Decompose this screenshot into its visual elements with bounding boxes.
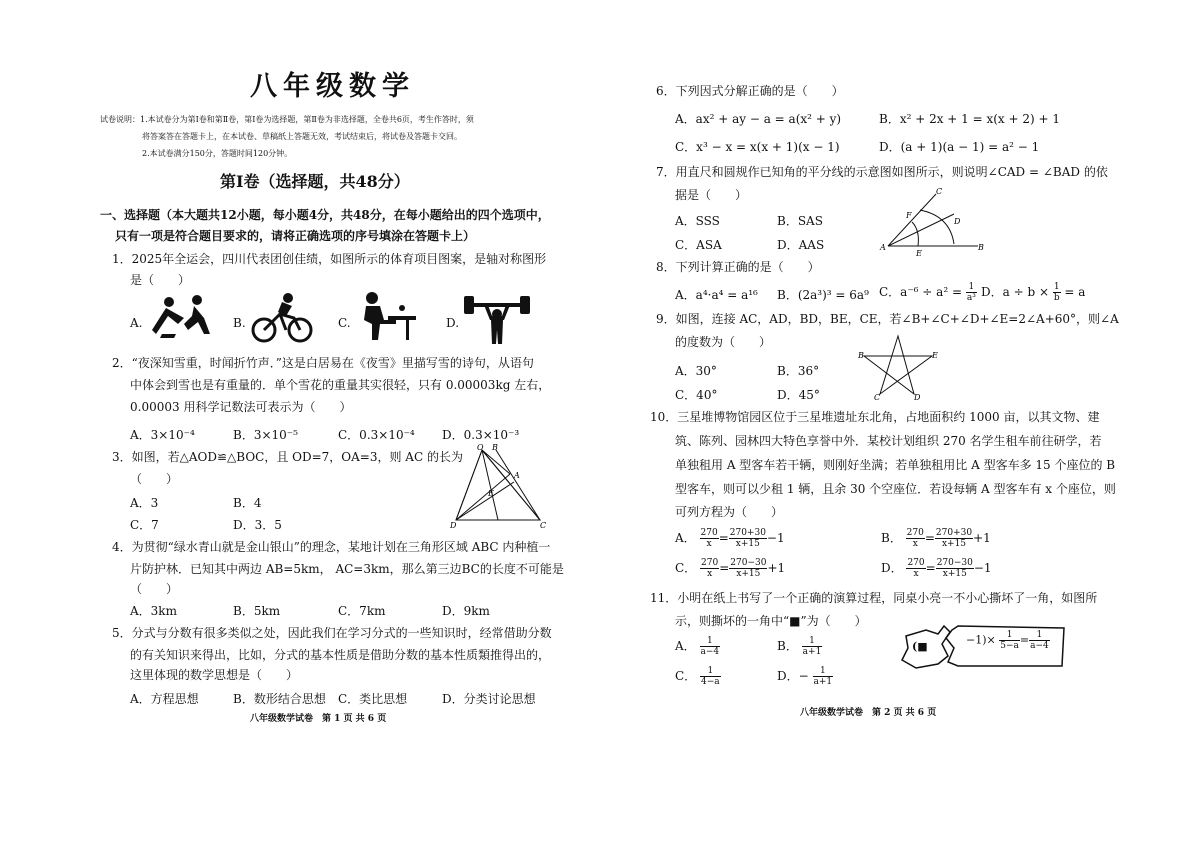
q5-option-c: C．类比思想 [338, 692, 408, 706]
q4-line-1: 4．为贯彻“绿水青山就是金山银山”的理念，某地计划在三角形区域 ABC 内种植一 [112, 540, 551, 554]
q6-option-a: A．ax² + ay − a = a(x² + y) [675, 112, 842, 126]
page-title: 八年级数学 [250, 71, 415, 102]
q8-line-1: 8．下列计算正确的是（ ） [656, 260, 820, 274]
cycling-icon [252, 292, 314, 346]
q9-line-2: 的度数为（ ） [675, 335, 772, 349]
q10-a-r-num: 270+30 [729, 528, 766, 538]
q11-b-label: B． [777, 639, 798, 653]
q4-option-c: C．7km [338, 604, 386, 618]
q10-a-label: A． [675, 531, 696, 545]
q11-option-b [777, 636, 822, 657]
q11-line-1: 11．小明在纸上书写了一个正确的演算过程，同桌小亮一不小心撕坏了一角，如图所 [650, 591, 1098, 605]
q5-option-b: B．数形结合思想 [233, 692, 326, 706]
torn-eq: = [1019, 633, 1030, 647]
torn-f1-num: 1 [999, 630, 1020, 641]
q5-line-3: 这里体现的数学思想是（ ） [130, 668, 299, 682]
q9-label-e: E [932, 351, 938, 360]
instruction-line-2: 只有一项是符合题目要求的，请将正确选项的序号填涂在答题卡上） [115, 229, 476, 243]
q11-d-num: 1 [813, 666, 834, 677]
q10-b-l-den: x [912, 539, 918, 549]
q11-option-c [675, 666, 721, 687]
q11-a-label: A． [675, 639, 696, 653]
q10-c-r-den: x+15 [736, 569, 761, 579]
q10-c-l-den: x [707, 569, 713, 579]
q10-line-5: 可列方程为（ ） [675, 505, 784, 519]
q10-c-l-num: 270 [701, 558, 719, 568]
q7-line-1: 7．用直尺和圆规作已知角的平分线的示意图如图所示，则说明∠CAD = ∠BAD 的依 [656, 165, 1108, 179]
q10-c-label: C． [675, 561, 697, 575]
q5-line-2: 的有关知识来得出，比如，分式的基本性质是借助分数的基本性质類推得出的， [130, 648, 551, 662]
q8-option-d-fraction [1053, 282, 1061, 303]
weightlifting-icon [464, 290, 530, 346]
q1-option-b: B. [233, 316, 246, 330]
q11-c-label: C． [675, 669, 697, 683]
q10-c-r-num: 270−30 [730, 558, 767, 568]
torn-f2-den: a−4 [1030, 641, 1049, 651]
q2-line-3: 0.00003 用科学记数法可表示为（ ） [130, 400, 352, 414]
note-line-1: 试卷说明：1.本试卷分为第Ⅰ卷和第Ⅱ卷，第Ⅰ卷为选择题，第Ⅱ卷为非选择题，全卷共6页，考生作答时，须 [100, 115, 474, 124]
q11-c-den: 4−a [701, 677, 720, 687]
q3-option-d: D．3．5 [233, 518, 282, 532]
q11-c-num: 1 [700, 666, 721, 677]
q8-d-num: 1 [1053, 282, 1060, 292]
q8-option-c [879, 282, 977, 303]
q11-d-den: a+1 [813, 677, 833, 687]
q10-option-c: C． $\frac{270}{x}$ = $\frac{270-30}{x+15}$ +1 [675, 558, 786, 579]
q10-line-1: 10．三星堆博物馆园区位于三星堆遗址东北角，占地面积约 1000 亩，以其文物、建 [650, 410, 1100, 424]
q2-line-1: 2．“夜深知雪重，时闻折竹声．”这是白居易在《夜雪》里描写雪的诗句，从语句 [112, 356, 534, 370]
q7-option-a: A．SSS [675, 214, 720, 228]
q5-option-a: A．方程思想 [130, 692, 199, 706]
q2-option-d: D．0.3×10⁻³ [442, 428, 520, 442]
torn-formula-mid: −1)× [966, 633, 996, 647]
q9-label-b: B [858, 351, 864, 360]
q3-line-2: （ ） [130, 472, 179, 486]
q3-label-a: A [514, 471, 520, 480]
q9-option-b: B．36° [777, 364, 820, 378]
q10-d-r-num: 270−30 [936, 558, 973, 568]
q7-option-d: D．AAS [777, 238, 825, 252]
q9-option-d: D．45° [777, 388, 820, 402]
q5-option-d: D．分类讨论思想 [442, 692, 536, 706]
q8-c-den: a³ [966, 293, 976, 303]
q7-line-2: 据是（ ） [675, 188, 748, 202]
q8-option-d [981, 282, 1085, 303]
q3-label-b: B [492, 443, 498, 452]
q5-line-1: 5．分式与分数有很多类似之处，因此我们在学习分式的一些知识时，经常借助分数 [112, 626, 552, 640]
q1-option-a: A. [130, 316, 143, 330]
q10-d-r-den: x+15 [942, 569, 967, 579]
note-line-2: 将答案答在答题卡上，在本试卷、草稿纸上答题无效，考试结束后，将试卷及答题卡交回。 [142, 132, 462, 141]
q4-option-b: B．5km [233, 604, 281, 618]
q9-option-c: C．40° [675, 388, 718, 402]
q1-option-d: D. [446, 316, 460, 330]
footer-right: 八年级数学试卷 第 2 页 共 6 页 [800, 708, 937, 718]
torn-f1-den: 5−a [1000, 641, 1019, 651]
q3-option-c: C．7 [130, 518, 159, 532]
q8-option-d-text: D．a ÷ b × [981, 285, 1053, 299]
q7-label-f: F [906, 211, 912, 220]
q10-b-r-den: x+15 [941, 539, 967, 549]
q7-label-d: D [954, 217, 961, 226]
q1-line-2: 是（ ） [130, 273, 191, 287]
q10-a-r-den: x+15 [735, 539, 760, 549]
q10-d-label: D． [881, 561, 903, 575]
q7-label-c: C [936, 187, 943, 196]
q11-b-den: a+1 [802, 647, 822, 657]
q10-d-l-den: x [913, 569, 919, 579]
q10-b-tail: +1 [973, 531, 991, 545]
q3-label-e: E [488, 489, 494, 498]
q10-option-b: B． $\frac{270}{x}$ = $\frac{270+30}{x+15}$ +1 [881, 528, 991, 549]
q11-option-d [777, 666, 833, 687]
table-tennis-icon [356, 290, 418, 346]
q6-option-d: D．(a + 1)(a − 1) = a² − 1 [879, 140, 1040, 154]
q7-label-e: E [916, 249, 922, 258]
q10-a-l-num: 270 [700, 528, 718, 538]
q2-option-b: B．3×10⁻⁵ [233, 428, 298, 442]
q10-option-d: D． $\frac{270}{x}$ = $\frac{270-30}{x+15}$ −1 [881, 558, 992, 579]
q10-b-r-num: 270+30 [935, 528, 973, 538]
q3-label-c: C [540, 521, 547, 530]
q10-line-3: 单独租用 A 型客车若干辆，则刚好坐满；若单独租用比 A 型客车多 15 个座位的 B [675, 458, 1116, 472]
q3-label-d: D [450, 521, 457, 530]
q11-a-num: 1 [700, 636, 721, 647]
q10-line-4: 型客车，则可以少租 1 辆，且余 30 个空座位．若设每辆 A 型客车有 x 个座位，则 [675, 482, 1116, 496]
q10-c-tail: +1 [767, 561, 786, 575]
q8-option-b: B．(2a³)³ = 6a⁹ [777, 288, 869, 302]
q9-option-a: A．30° [675, 364, 717, 378]
q10-a-tail: −1 [766, 531, 785, 545]
q11-b-num: 1 [802, 636, 823, 647]
q4-option-d: D．9km [442, 604, 490, 618]
q8-option-c-fraction [966, 282, 977, 303]
q10-line-2: 筑、陈列、园林四大特色享誉中外．某校计划组织 270 名学生租车前往研学，若 [675, 434, 1102, 448]
q3-option-b: B．4 [233, 496, 262, 510]
footer-left: 八年级数学试卷 第 1 页 共 6 页 [250, 714, 387, 724]
q3-option-a: A．3 [130, 496, 159, 510]
q9-line-1: 9．如图，连接 AC，AD，BD，BE，CE，若∠B+∠C+∠D+∠E=2∠A+60°，则∠A [656, 312, 1119, 326]
q6-option-c: C．x³ − x = x(x + 1)(x − 1) [675, 140, 840, 154]
q11-a-den: a−4 [700, 647, 720, 657]
q11-d-sign: − [798, 669, 809, 683]
instruction-line-1: 一、选择题（本大题共12小题，每小题4分，共48分，在每小题给出的四个选项中， [100, 208, 550, 222]
q8-option-c-text: C．a⁻⁶ ÷ a² = [879, 285, 966, 299]
q11-option-a [675, 636, 720, 657]
q7-option-c: C．ASA [675, 238, 722, 252]
q10-b-label: B． [881, 531, 902, 545]
q10-b-l-num: 270 [906, 528, 924, 538]
q6-line-1: 6．下列因式分解正确的是（ ） [656, 84, 844, 98]
section-title: 第Ⅰ卷（选择题，共48分） [220, 172, 410, 191]
q11-d-label: D． [777, 669, 799, 683]
note-line-3: 2.本试卷满分150分，答题时间120分钟。 [142, 149, 293, 158]
q9-label-c: C [874, 393, 881, 402]
q4-option-a: A．3km [130, 604, 177, 618]
q2-line-2: 中体会到雪也是有重量的．单个雪花的重量其实很轻，只有 0.00003kg 左右， [130, 378, 551, 392]
q1-line-1: 1．2025年全运会，四川代表团创佳绩，如图所示的体育项目图案，是轴对称图形 [112, 252, 547, 266]
q3-line-1: 3．如图，若△AOD≌△BOC，且 OD=7，OA=3，则 AC 的长为 [112, 450, 463, 464]
q8-d-den: b [1053, 293, 1060, 303]
q9-star-figure [858, 334, 938, 400]
q10-d-tail: −1 [973, 561, 992, 575]
q8-c-num: 1 [966, 282, 977, 293]
q4-line-2: 片防护林．已知其中两边 AB=5km， AC=3km，那么第三边BC的长度不可能是 [130, 562, 564, 576]
q3-figure [450, 443, 552, 530]
q11-line-2: 示，则撕坏的一角中“■”为（ ） [675, 614, 867, 628]
q7-label-a: A [880, 243, 886, 252]
q4-line-3: （ ） [130, 582, 179, 596]
q7-option-b: B．SAS [777, 214, 823, 228]
q6-option-b: B．x² + 2x + 1 = x(x + 2) + 1 [879, 112, 1061, 126]
q10-option-a: A． $\frac{270}{x}$ = $\frac{270+30}{x+15}$ −1 [675, 528, 785, 549]
q7-figure [880, 186, 990, 256]
torn-f2-num: 1 [1029, 630, 1050, 641]
q8-option-d-tail: = a [1064, 285, 1086, 299]
torn-paper-figure [898, 622, 1068, 672]
q2-option-a: A．3×10⁻⁴ [130, 428, 195, 442]
q10-d-l-num: 270 [907, 558, 925, 568]
torn-right-piece-formula [966, 630, 1050, 651]
q7-label-b: B [978, 243, 984, 252]
q8-option-a: A．a⁴·a⁴ = a¹⁶ [675, 288, 758, 302]
wrestling-icon [148, 294, 218, 344]
q1-option-c: C. [338, 316, 351, 330]
q3-label-o: O [477, 443, 484, 452]
torn-left-piece-text: (■ [912, 640, 928, 653]
q9-label-d: D [914, 393, 921, 402]
q10-a-l-den: x [706, 539, 712, 549]
q2-option-c: C．0.3×10⁻⁴ [338, 428, 415, 442]
